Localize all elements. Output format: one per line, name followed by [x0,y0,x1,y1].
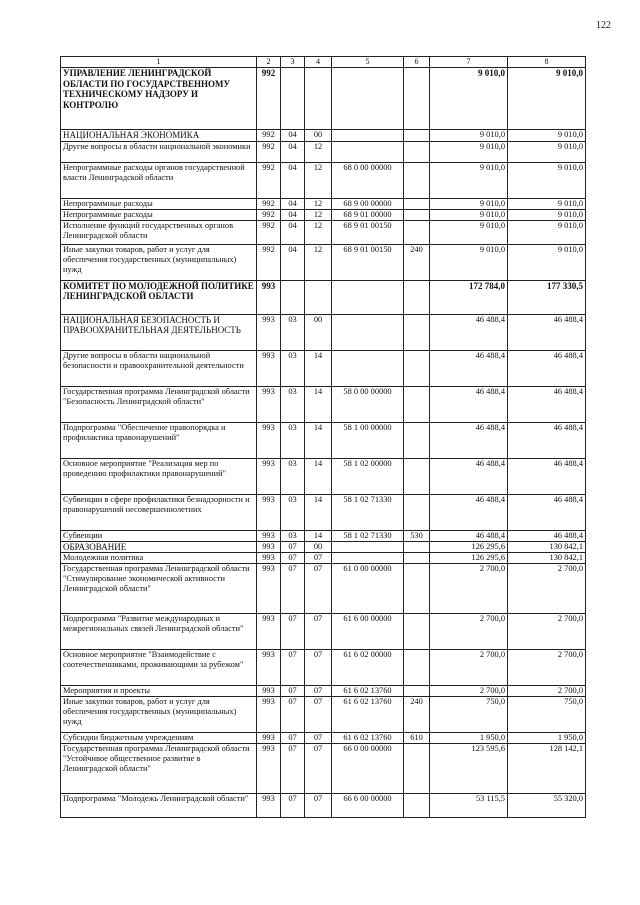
row-subsection-code: 12 [305,162,332,198]
row-target-code: 61 6 02 13760 [332,697,404,733]
row-section-code: 07 [281,564,305,614]
table-row [61,564,586,614]
row-amount-year2: 55 320,0 [508,794,586,818]
row-amount-year2: 9 010,0 [508,68,586,130]
col-header-year2: 8 [508,57,586,68]
row-section-code: 07 [281,614,305,650]
row-subsection-code: 12 [305,244,332,280]
row-subsection-code: 12 [305,220,332,244]
row-subsection-code: 14 [305,530,332,541]
row-section-code: 07 [281,697,305,733]
row-amount-year1: 750,0 [430,697,508,733]
row-amount-year2: 9 010,0 [508,130,586,142]
row-dept-code: 993 [257,530,281,541]
row-section-code: 07 [281,733,305,744]
row-amount-year1: 2 700,0 [430,614,508,650]
row-section-code: 04 [281,130,305,142]
row-section-code: 04 [281,141,305,162]
table-row [61,141,586,162]
row-section-code: 04 [281,198,305,209]
row-name: НАЦИОНАЛЬНАЯ ЭКОНОМИКА [61,130,257,142]
table-row [61,209,586,220]
row-target-code: 68 9 01 00000 [332,209,404,220]
table-row [61,130,586,142]
row-amount-year1: 2 700,0 [430,650,508,686]
row-target-code: 61 6 02 00000 [332,650,404,686]
row-exptype-code [404,130,430,142]
row-subsection-code: 07 [305,744,332,794]
col-header-subsection: 4 [305,57,332,68]
row-amount-year1: 46 488,4 [430,314,508,350]
row-name: Основное мероприятие "Реализация мер по проведению профилактики правонарушений" [61,458,257,494]
row-amount-year1: 9 010,0 [430,244,508,280]
row-section-code: 03 [281,422,305,458]
row-name: Другие вопросы в области национальной экономики [61,141,257,162]
row-dept-code: 993 [257,744,281,794]
row-amount-year2: 750,0 [508,697,586,733]
row-section-code [281,280,305,314]
row-amount-year1: 46 488,4 [430,530,508,541]
row-name: Субсидии бюджетным учреждениям [61,733,257,744]
row-amount-year2: 130 842,1 [508,553,586,564]
row-dept-code: 993 [257,494,281,530]
col-header-target: 5 [332,57,404,68]
row-section-code: 07 [281,686,305,697]
row-subsection-code: 12 [305,198,332,209]
row-amount-year2: 177 330,5 [508,280,586,314]
row-target-code [332,130,404,142]
row-subsection-code [305,68,332,130]
page-number: 122 [596,20,611,31]
row-amount-year1: 1 950,0 [430,733,508,744]
row-section-code: 03 [281,530,305,541]
row-subsection-code: 07 [305,553,332,564]
row-exptype-code [404,162,430,198]
row-amount-year2: 9 010,0 [508,220,586,244]
row-subsection-code: 07 [305,686,332,697]
row-amount-year1: 172 784,0 [430,280,508,314]
row-name: Исполнение функций государственных органов Ленинградской области [61,220,257,244]
row-name: Подпрограмма "Молодежь Ленинградской области" [61,794,257,818]
row-section-code: 07 [281,650,305,686]
table-row [61,314,586,350]
col-header-year1: 7 [430,57,508,68]
row-section-code: 07 [281,541,305,553]
row-dept-code: 993 [257,733,281,744]
row-name: Основное мероприятие "Взаимодействие с соотечественниками, проживающими за рубежом" [61,650,257,686]
table-row [61,386,586,422]
row-target-code: 58 0 00 00000 [332,386,404,422]
row-amount-year2: 2 700,0 [508,650,586,686]
row-dept-code: 993 [257,614,281,650]
table-row [61,350,586,386]
row-exptype-code [404,209,430,220]
row-section-code: 04 [281,244,305,280]
row-amount-year1: 126 295,6 [430,553,508,564]
row-exptype-code [404,198,430,209]
row-dept-code: 993 [257,564,281,614]
row-section-code: 07 [281,553,305,564]
table-row [61,541,586,553]
row-exptype-code [404,553,430,564]
row-amount-year1: 126 295,6 [430,541,508,553]
row-subsection-code: 00 [305,314,332,350]
row-name: Иные закупки товаров, работ и услуг для обеспечения государственных (муниципальных) нужд [61,697,257,733]
row-name: Подпрограмма "Обеспечение правопорядка и профилактика правонарушений" [61,422,257,458]
row-name: Другие вопросы в области национальной безопасности и правоохранительной деятельности [61,350,257,386]
row-name: Государственная программа Ленинградской области "Устойчивое общественное развитие в Ленинградской области" [61,744,257,794]
row-amount-year2: 46 488,4 [508,422,586,458]
row-target-code: 61 6 02 13760 [332,733,404,744]
row-subsection-code: 07 [305,650,332,686]
row-target-code: 66 0 00 00000 [332,744,404,794]
table-row [61,733,586,744]
row-amount-year2: 2 700,0 [508,564,586,614]
row-amount-year2: 130 842,1 [508,541,586,553]
row-exptype-code [404,494,430,530]
row-subsection-code: 14 [305,494,332,530]
row-target-code: 68 0 00 00000 [332,162,404,198]
row-target-code: 61 6 02 13760 [332,686,404,697]
row-exptype-code [404,564,430,614]
row-amount-year2: 1 950,0 [508,733,586,744]
row-name: Субвенции в сфере профилактики безнадзорности и правонарушений несовершеннолетних [61,494,257,530]
row-amount-year2: 46 488,4 [508,386,586,422]
row-amount-year2: 46 488,4 [508,458,586,494]
row-section-code: 03 [281,314,305,350]
row-exptype-code [404,280,430,314]
row-dept-code: 992 [257,198,281,209]
row-exptype-code: 240 [404,244,430,280]
row-target-code [332,280,404,314]
table-row [61,614,586,650]
table-row [61,650,586,686]
row-subsection-code: 14 [305,350,332,386]
row-target-code [332,68,404,130]
table-row [61,458,586,494]
row-exptype-code [404,141,430,162]
row-section-code: 03 [281,350,305,386]
row-section-code: 07 [281,744,305,794]
row-dept-code: 992 [257,68,281,130]
table-row [61,697,586,733]
row-dept-code: 993 [257,314,281,350]
row-dept-code: 993 [257,697,281,733]
row-subsection-code: 00 [305,130,332,142]
row-name: Подпрограмма "Развитие международных и межрегиональных связей Ленинградской области" [61,614,257,650]
table-row [61,422,586,458]
table-row [61,198,586,209]
row-subsection-code: 07 [305,794,332,818]
row-amount-year1: 2 700,0 [430,564,508,614]
row-dept-code: 992 [257,130,281,142]
row-subsection-code: 00 [305,541,332,553]
row-target-code: 58 1 02 00000 [332,458,404,494]
row-dept-code: 993 [257,350,281,386]
row-amount-year1: 46 488,4 [430,350,508,386]
row-amount-year2: 9 010,0 [508,162,586,198]
row-name: Непрограммные расходы органов государственной власти Ленинградской области [61,162,257,198]
row-amount-year2: 46 488,4 [508,350,586,386]
row-amount-year1: 9 010,0 [430,68,508,130]
row-target-code: 66 6 00 00000 [332,794,404,818]
row-amount-year2: 2 700,0 [508,686,586,697]
row-dept-code: 993 [257,386,281,422]
row-amount-year1: 9 010,0 [430,141,508,162]
row-exptype-code [404,386,430,422]
row-target-code: 68 9 01 00150 [332,244,404,280]
row-name: КОМИТЕТ ПО МОЛОДЕЖНОЙ ПОЛИТИКЕ ЛЕНИНГРАДСКОЙ ОБЛАСТИ [61,280,257,314]
row-amount-year1: 46 488,4 [430,422,508,458]
row-exptype-code [404,686,430,697]
row-amount-year2: 2 700,0 [508,614,586,650]
row-subsection-code: 14 [305,422,332,458]
row-name: УПРАВЛЕНИЕ ЛЕНИНГРАДСКОЙ ОБЛАСТИ ПО ГОСУДАРСТВЕННОМУ ТЕХНИЧЕСКОМУ НАДЗОРУ И КОНТРОЛЮ [61,68,257,130]
row-subsection-code: 12 [305,141,332,162]
row-dept-code: 992 [257,162,281,198]
row-target-code: 61 0 00 00000 [332,564,404,614]
row-amount-year1: 2 700,0 [430,686,508,697]
table-row [61,244,586,280]
row-amount-year1: 9 010,0 [430,130,508,142]
row-exptype-code [404,220,430,244]
row-section-code [281,68,305,130]
table-row [61,494,586,530]
table-row [61,686,586,697]
row-section-code: 04 [281,209,305,220]
row-exptype-code [404,422,430,458]
row-subsection-code: 07 [305,564,332,614]
col-header-section: 3 [281,57,305,68]
row-exptype-code: 240 [404,697,430,733]
row-name: ОБРАЗОВАНИЕ [61,541,257,553]
row-exptype-code [404,794,430,818]
row-target-code: 58 1 02 71330 [332,530,404,541]
row-target-code [332,541,404,553]
row-amount-year1: 46 488,4 [430,494,508,530]
table-row [61,553,586,564]
row-section-code: 04 [281,220,305,244]
row-target-code: 61 6 00 00000 [332,614,404,650]
col-header-dept: 2 [257,57,281,68]
row-exptype-code [404,541,430,553]
row-dept-code: 993 [257,541,281,553]
col-header-name: 1 [61,57,257,68]
row-amount-year2: 9 010,0 [508,141,586,162]
row-dept-code: 992 [257,141,281,162]
row-target-code: 58 1 00 00000 [332,422,404,458]
row-amount-year2: 9 010,0 [508,244,586,280]
row-dept-code: 993 [257,553,281,564]
row-exptype-code: 610 [404,733,430,744]
row-dept-code: 993 [257,686,281,697]
table-row [61,280,586,314]
row-subsection-code: 07 [305,733,332,744]
row-target-code [332,141,404,162]
row-subsection-code: 07 [305,614,332,650]
row-name: НАЦИОНАЛЬНАЯ БЕЗОПАСНОСТЬ И ПРАВООХРАНИТЕЛЬНАЯ ДЕЯТЕЛЬНОСТЬ [61,314,257,350]
row-exptype-code [404,350,430,386]
row-target-code: 68 9 01 00150 [332,220,404,244]
row-section-code: 04 [281,162,305,198]
row-amount-year1: 46 488,4 [430,386,508,422]
row-name: Мероприятия и проекты [61,686,257,697]
row-exptype-code [404,68,430,130]
row-section-code: 03 [281,494,305,530]
row-name: Субвенции [61,530,257,541]
row-amount-year2: 128 142,1 [508,744,586,794]
table-row [61,220,586,244]
row-subsection-code: 12 [305,209,332,220]
table-row [61,530,586,541]
row-amount-year2: 9 010,0 [508,209,586,220]
row-exptype-code [404,614,430,650]
row-name: Государственная программа Ленинградской области "Безопасность Ленинградской области" [61,386,257,422]
row-amount-year1: 53 115,5 [430,794,508,818]
row-subsection-code [305,280,332,314]
row-dept-code: 993 [257,280,281,314]
row-exptype-code: 530 [404,530,430,541]
row-amount-year2: 46 488,4 [508,494,586,530]
row-exptype-code [404,314,430,350]
row-dept-code: 993 [257,794,281,818]
row-section-code: 03 [281,386,305,422]
budget-table [60,56,586,818]
row-subsection-code: 14 [305,458,332,494]
row-dept-code: 993 [257,650,281,686]
row-dept-code: 992 [257,244,281,280]
row-amount-year1: 46 488,4 [430,458,508,494]
row-section-code: 03 [281,458,305,494]
row-dept-code: 993 [257,458,281,494]
row-name: Иные закупки товаров, работ и услуг для обеспечения государственных (муниципальных) нужд [61,244,257,280]
row-exptype-code [404,458,430,494]
row-dept-code: 992 [257,220,281,244]
row-name: Непрограммные расходы [61,209,257,220]
row-name: Молодежная политика [61,553,257,564]
table-row [61,744,586,794]
row-amount-year1: 9 010,0 [430,198,508,209]
row-subsection-code: 07 [305,697,332,733]
row-amount-year1: 9 010,0 [430,209,508,220]
row-exptype-code [404,744,430,794]
row-amount-year1: 123 595,6 [430,744,508,794]
row-dept-code: 992 [257,209,281,220]
row-name: Государственная программа Ленинградской области "Стимулирование экономической активности Ленинградской области" [61,564,257,614]
row-amount-year2: 46 488,4 [508,530,586,541]
table-row [61,794,586,818]
column-header-row [61,57,586,68]
row-amount-year2: 9 010,0 [508,198,586,209]
row-target-code [332,553,404,564]
row-exptype-code [404,650,430,686]
table-row [61,68,586,130]
row-name: Непрограммные расходы [61,198,257,209]
table-row [61,162,586,198]
row-section-code: 07 [281,794,305,818]
row-amount-year1: 9 010,0 [430,220,508,244]
col-header-exptype: 6 [404,57,430,68]
row-target-code: 68 9 00 00000 [332,198,404,209]
row-target-code [332,314,404,350]
row-amount-year2: 46 488,4 [508,314,586,350]
row-amount-year1: 9 010,0 [430,162,508,198]
row-subsection-code: 14 [305,386,332,422]
row-target-code [332,350,404,386]
row-target-code: 58 1 02 71330 [332,494,404,530]
row-dept-code: 993 [257,422,281,458]
